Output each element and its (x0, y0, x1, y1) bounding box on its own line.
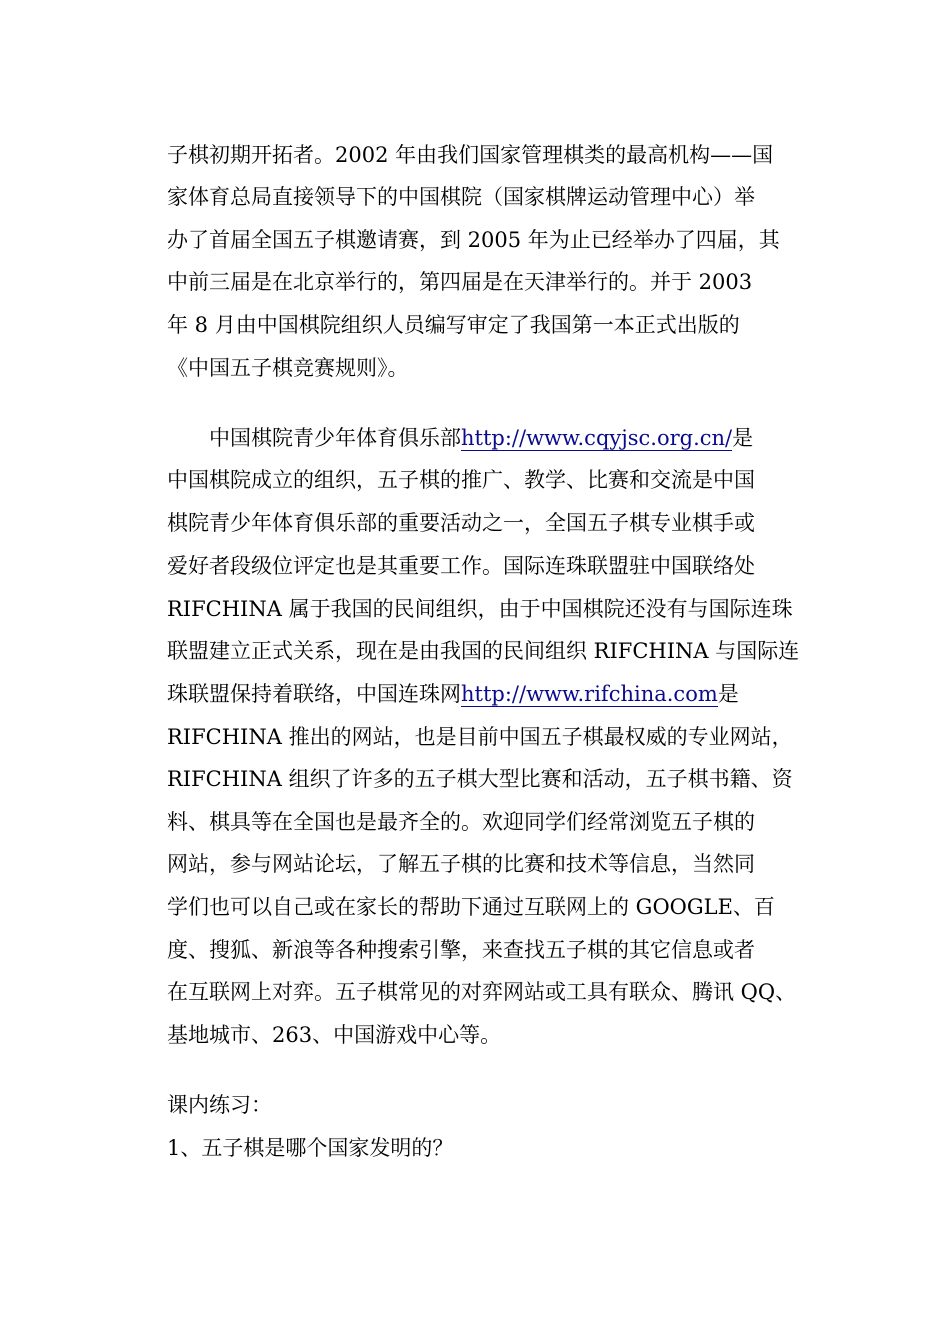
paragraph2-line-3: 棋院青少年体育俱乐部的重要活动之一，全国五子棋专业棋手或 (167, 511, 755, 535)
paragraph1-line-1: 子棋初期开拓者。2002 年由我们国家管理棋类的最高机构——国 (167, 143, 774, 167)
paragraph2-line-12: 学们也可以自己或在家长的帮助下通过互联网上的 GOOGLE、百 (167, 895, 775, 919)
paragraph2-line-8: RIFCHINA 推出的网站，也是目前中国五子棋最权威的专业网站， (167, 725, 793, 749)
paragraph2-line-4: 爱好者段级位评定也是其重要工作。国际连珠联盟驻中国联络处 (167, 554, 755, 578)
paragraph2-line-11: 网站，参与网站论坛，了解五子棋的比赛和技术等信息，当然同 (167, 852, 755, 876)
paragraph2-line-7-text: 珠联盟保持着联络，中国连珠网 (167, 682, 461, 706)
paragraph1-line-4: 中前三届是在北京举行的，第四届是在天津举行的。并于 2003 (167, 270, 753, 294)
paragraph2-line-9: RIFCHINA 组织了许多的五子棋大型比赛和活动，五子棋书籍、资 (167, 767, 793, 791)
paragraph1-line-6: 《中国五子棋竞赛规则》。 (167, 356, 409, 380)
paragraph2-line-5: RIFCHINA 属于我国的民间组织，由于中国棋院还没有与国际连珠 (167, 597, 793, 621)
paragraph2-line-7-tail: 是 (717, 682, 739, 706)
paragraph1-line-3: 办了首届全国五子棋邀请赛，到 2005 年为止已经举办了四届，其 (167, 228, 780, 252)
paragraph2-line-14: 在互联网上对弈。五子棋常见的对弈网站或工具有联众、腾讯 QQ、 (167, 980, 797, 1004)
paragraph2-line-1-text: 中国棋院青少年体育俱乐部 (209, 426, 461, 450)
rifchina-link[interactable]: http://www.rifchina.com (461, 682, 718, 706)
paragraph1-line-2: 家体育总局直接领导下的中国棋院（国家棋牌运动管理中心）举 (167, 185, 755, 209)
exercise-question-1: 1、五子棋是哪个国家发明的？ (167, 1136, 454, 1160)
paragraph2-line-15: 基地城市、263、中国游戏中心等。 (167, 1023, 502, 1047)
paragraph2-line-10: 料、棋具等在全国也是最齐全的。欢迎同学们经常浏览五子棋的 (167, 810, 755, 834)
exercise-heading: 课内练习： (167, 1093, 272, 1117)
paragraph2-line-13: 度、搜狐、新浪等各种搜索引擎，来查找五子棋的其它信息或者 (167, 938, 755, 962)
paragraph1-line-5: 年 8 月由中国棋院组织人员编写审定了我国第一本正式出版的 (167, 313, 740, 337)
paragraph2-line-1 (209, 424, 753, 452)
paragraph2-line-6: 联盟建立正式关系，现在是由我国的民间组织 RIFCHINA 与国际连 (167, 639, 800, 663)
paragraph2-line-1-tail: 是 (732, 426, 754, 450)
paragraph2-line-7 (167, 680, 739, 708)
paragraph2-line-2: 中国棋院成立的组织，五子棋的推广、教学、比赛和交流是中国 (167, 468, 755, 492)
cqyjsc-link[interactable]: http://www.cqyjsc.org.cn/ (461, 426, 733, 450)
